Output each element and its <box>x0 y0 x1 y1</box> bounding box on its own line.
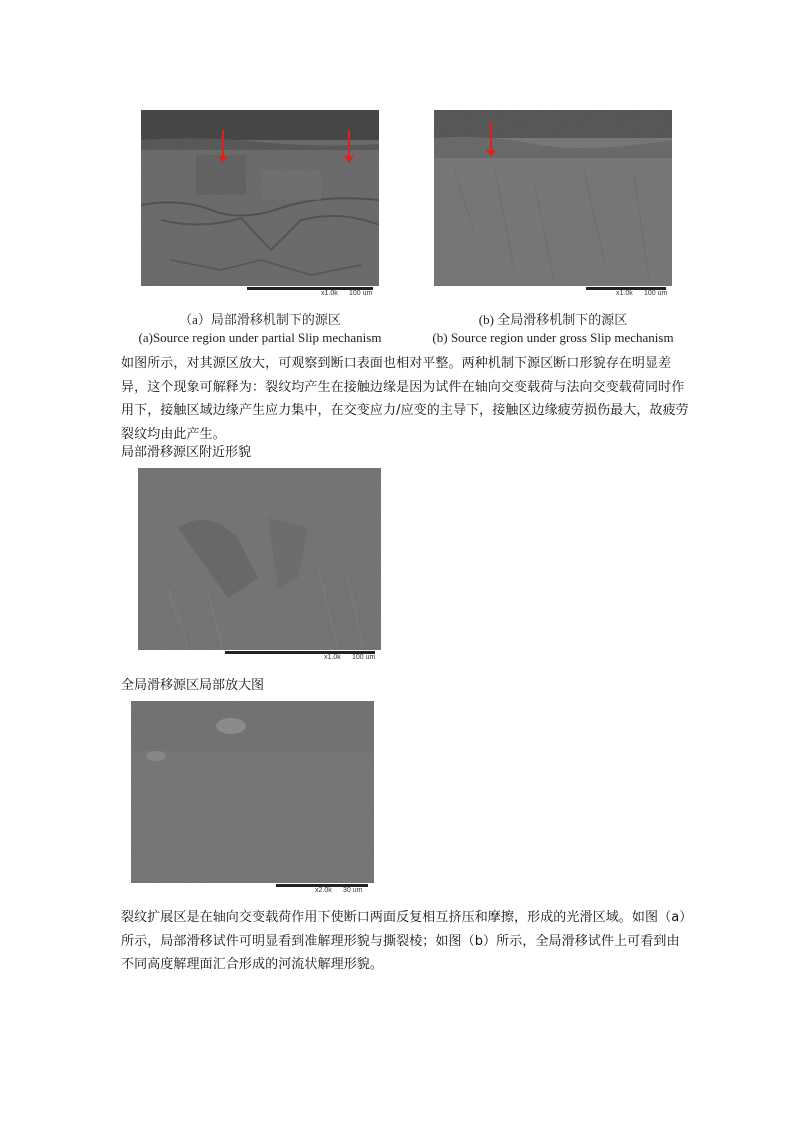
caption-a-english: (a)Source region under partial Slip mechanism <box>138 330 382 345</box>
sem-image-partial-slip-morphology <box>138 468 381 664</box>
magnification-label: x2.0k <box>315 887 332 894</box>
sem-image-gross-slip-source <box>434 110 672 300</box>
magnification-label: x1.0k <box>616 290 633 297</box>
body-paragraph-2: 裂纹扩展区是在轴向交变载荷作用下使断口两面反复相互挤压和摩擦，形成的光滑区域。如图（a）所示，局部滑移试件可明显看到准解理形貌与撕裂棱；如图（b）所示，全局滑移试件上可看到由不同高度解理面汇合形成的河流状解理形貌。 <box>121 910 686 972</box>
scale-length-label: 30 um <box>343 887 363 894</box>
red-arrow-1 <box>222 130 224 158</box>
red-arrow-2 <box>348 130 350 158</box>
scale-length-label: 100 um <box>349 290 373 297</box>
magnification-label: x1.0k <box>324 654 341 661</box>
scale-bar <box>131 883 374 897</box>
scale-bar <box>141 286 379 300</box>
scale-length-label: 100 um <box>352 654 376 661</box>
scale-bar <box>434 286 672 300</box>
red-arrow-3-head <box>486 150 496 157</box>
magnification-label: x1.0k <box>321 290 338 297</box>
scale-bar <box>138 650 381 664</box>
sem-image-gross-slip-magnified <box>131 701 374 897</box>
red-arrow-3 <box>490 122 492 152</box>
scale-length-label: 100 um <box>644 290 668 297</box>
red-arrow-1-head <box>218 156 228 163</box>
caption-b-chinese: (b) 全局滑移机制下的源区 <box>478 312 628 327</box>
red-arrow-2-head <box>344 156 354 163</box>
body-paragraph-1: 如图所示，对其源区放大，可观察到断口表面也相对平整。两种机制下源区断口形貌存在明显差异，这个现象可解释为：裂纹均产生在接触边缘是因为试件在轴向交变载荷与法向交变载荷同时作用下，接触区域边缘产生应力集中，在交变应力/应变的主导下，接触区边缘疲劳损伤最大，故疲劳裂纹均由此产生。 <box>121 356 689 442</box>
sem-image-partial-slip-source <box>141 110 379 300</box>
caption-b-english: (b) Source region under gross Slip mechanism <box>432 330 674 345</box>
section-label-gross-slip: 全局滑移源区局部放大图 <box>121 678 265 693</box>
section-label-partial-slip: 局部滑移源区附近形貌 <box>121 445 252 460</box>
caption-a-chinese: （a）局部滑移机制下的源区 <box>179 312 341 327</box>
